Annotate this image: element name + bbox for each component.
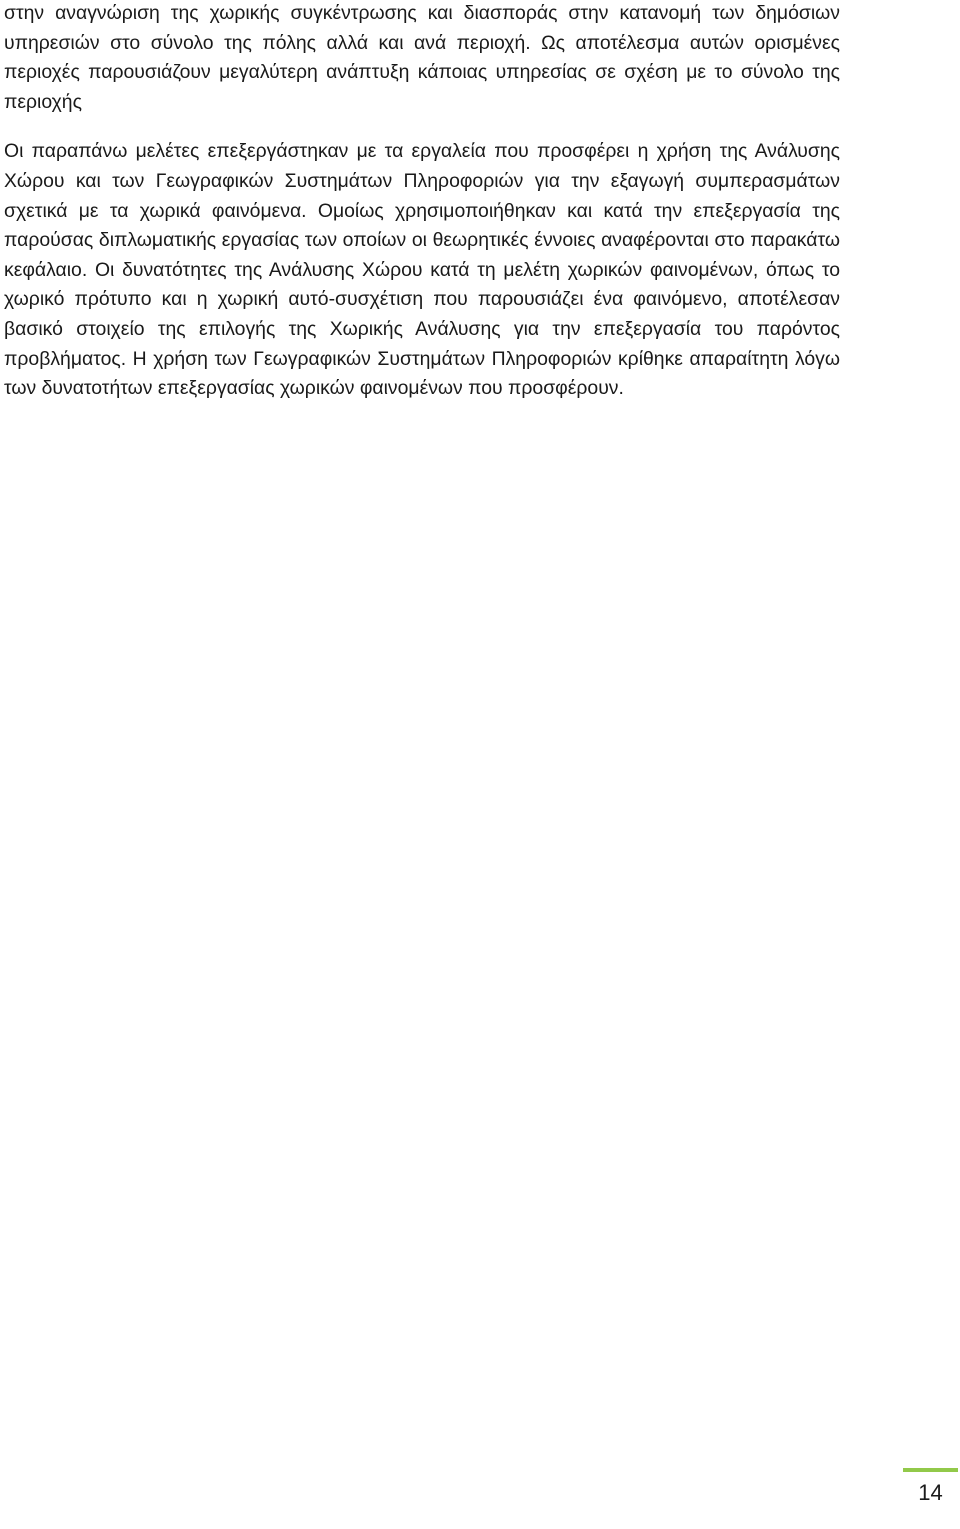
footer-accent-rule [903,1468,958,1472]
body-paragraph-1: στην αναγνώριση της χωρικής συγκέντρωσης και διασποράς στην κατανομή των δημόσιων υπηρεσιών στο σύνολο της πόλης αλλά και ανά περιοχή. Ως αποτέλεσμα αυτών ορισμένες περιοχές παρουσιάζουν μεγαλύτερη ανάπτυξη κάποιας υπηρεσίας σε σχέση με το σύνολο της περιοχής [4,2,840,113]
page-footer [903,1468,958,1523]
page-number: 14 [918,1480,943,1505]
page-body [4,0,840,404]
body-paragraph-2: Οι παραπάνω μελέτες επεξεργάστηκαν με τα εργαλεία που προσφέρει η χρήση της Ανάλυσης Χώρου και των Γεωγραφικών Συστημάτων Πληροφοριών για την εξαγωγή συμπερασμάτων σχετικά με τα χωρικά φαινόμενα. Ομοίως χρησιμοποιήθηκαν και κατά την επεξεργασία της παρούσας διπλωματικής εργασίας των οποίων οι θεωρητικές έννοιες αναφέρονται στο παρακάτω κεφάλαιο. Οι δυνατότητες της Ανάλυσης Χώρου κατά τη μελέτη χωρικών φαινομένων, όπως το χωρικό πρότυπο και η χωρική αυτό-συσχέτιση που παρουσιάζει ένα φαινόμενο, αποτέλεσαν βασικό στοιχείο της επιλογής της Χωρικής Ανάλυσης για την επεξεργασία του παρόντος προβλήματος. Η χρήση των Γεωγραφικών Συστημάτων Πληροφοριών κρίθηκε απαραίτητη λόγω των δυνατοτήτων επεξεργασίας χωρικών φαινομένων που προσφέρουν. [4,140,840,400]
